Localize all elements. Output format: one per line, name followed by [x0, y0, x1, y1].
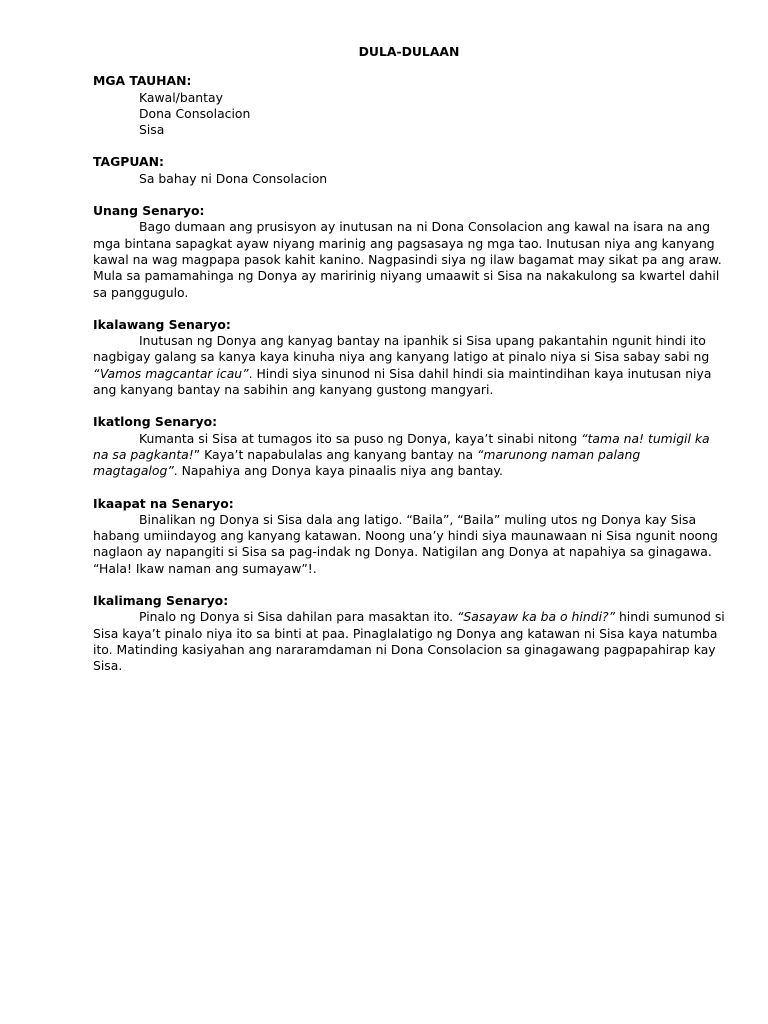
scene-text: . Hindi siya sinunod ni Sisa dahil hindi sia maintindihan kaya inutusan niya ang kanyang bantay na sabihin ang kanyang gustong mangyari.	[93, 365, 712, 398]
scene-paragraph	[93, 219, 725, 300]
scene-heading: Ikatlong Senaryo:	[93, 414, 218, 430]
setting-text: Sa bahay ni Dona Consolacion	[139, 170, 328, 186]
setting-heading: TAGPUAN:	[93, 154, 164, 170]
scene-text: Bago dumaan ang prusisyon ay inutusan na ni Dona Consolacion ang kawal na isara na ang mga bintana sapagkat ayaw niyang marinig ang pagsasaya ng mga tao. Inutusan niya ang kanyang kawal na wag magpapa pasok kahit kanino. Nagpasindi siya ng ilaw bagamat may sikat pa ang araw. Mula sa pamamahinga ng Donya ay maririnig niyang umaawit si Sisa na nakakulong sa kwartel dahil sa panggugulo.	[93, 219, 722, 300]
scene-text: hindi sumunod si Sisa kaya’t pinalo niya ito sa binti at paa. Pinaglalatigo ng Donya ang katawan ni Sisa kaya natumba ito. Matinding kasiyahan ang nararamdaman ni Dona Consolacion sa ginagawang pagpapahirap kay Sisa.	[93, 609, 725, 674]
scene-text: Pinalo ng Donya si Sisa dahilan para masaktan ito.	[139, 609, 458, 625]
scene-text: Binalikan ng Donya si Sisa dala ang latigo. “Baila”, “Baila” muling utos ng Donya kay Sisa habang umiindayog ang kanyang katawan. Noong una’y hindi siya maunawaan ni Sisa ngunit noong naglaon ay napangiti si Sisa sa pag-indak ng Donya. Natigilan ang Donya at napahiya sa ginagawa. “Hala! Ikaw naman ang sumayaw”!.	[93, 511, 718, 576]
scene-section	[93, 496, 725, 577]
setting-section	[93, 154, 725, 187]
scene-heading: Ikalimang Senaryo:	[93, 593, 229, 609]
scene-quote: “marunong naman palang magtagalog”	[93, 446, 641, 479]
scene-section	[93, 203, 725, 301]
scene-heading: Ikalawang Senaryo:	[93, 316, 231, 332]
scene-paragraph	[93, 333, 725, 398]
scene-text: . Napahiya ang Donya kaya pinaalis niya ang bantay.	[173, 463, 503, 479]
document-page	[93, 44, 725, 691]
scene-paragraph	[93, 512, 725, 577]
scene-quote: “Vamos magcantar icau”	[93, 365, 249, 381]
document-title: DULA-DULAAN	[358, 44, 460, 59]
scene-heading: Unang Senaryo:	[93, 203, 205, 219]
characters-section	[93, 73, 725, 138]
characters-heading: MGA TAUHAN:	[93, 73, 192, 89]
character-item: Sisa	[139, 122, 165, 138]
scene-heading: Ikaapat na Senaryo:	[93, 495, 234, 511]
character-item: Kawal/bantay	[139, 89, 223, 105]
scene-quote: “tama na! tumigil ka na sa pagkanta!	[93, 430, 710, 462]
scene-paragraph	[93, 609, 725, 674]
scene-section	[93, 593, 725, 674]
scene-section	[93, 317, 725, 398]
scene-text: ” Kaya’t napabulalas ang kanyang bantay na	[193, 446, 478, 462]
scene-quote: “Sasayaw ka ba o hindi?”	[457, 609, 616, 625]
scene-text: Kumanta si Sisa at tumagos ito sa puso ng Donya, kaya’t sinabi nitong	[139, 430, 582, 446]
scene-paragraph	[93, 431, 725, 480]
scene-section	[93, 414, 725, 479]
scene-text: Inutusan ng Donya ang kanyag bantay na ipanhik si Sisa upang pakantahin ngunit hindi ito nagbigay galang sa kanya kaya kinuha niya ang kanyang latigo at pinalo niya si Sisa sabay sabi ng	[93, 333, 710, 365]
character-item: Dona Consolacion	[139, 105, 251, 121]
